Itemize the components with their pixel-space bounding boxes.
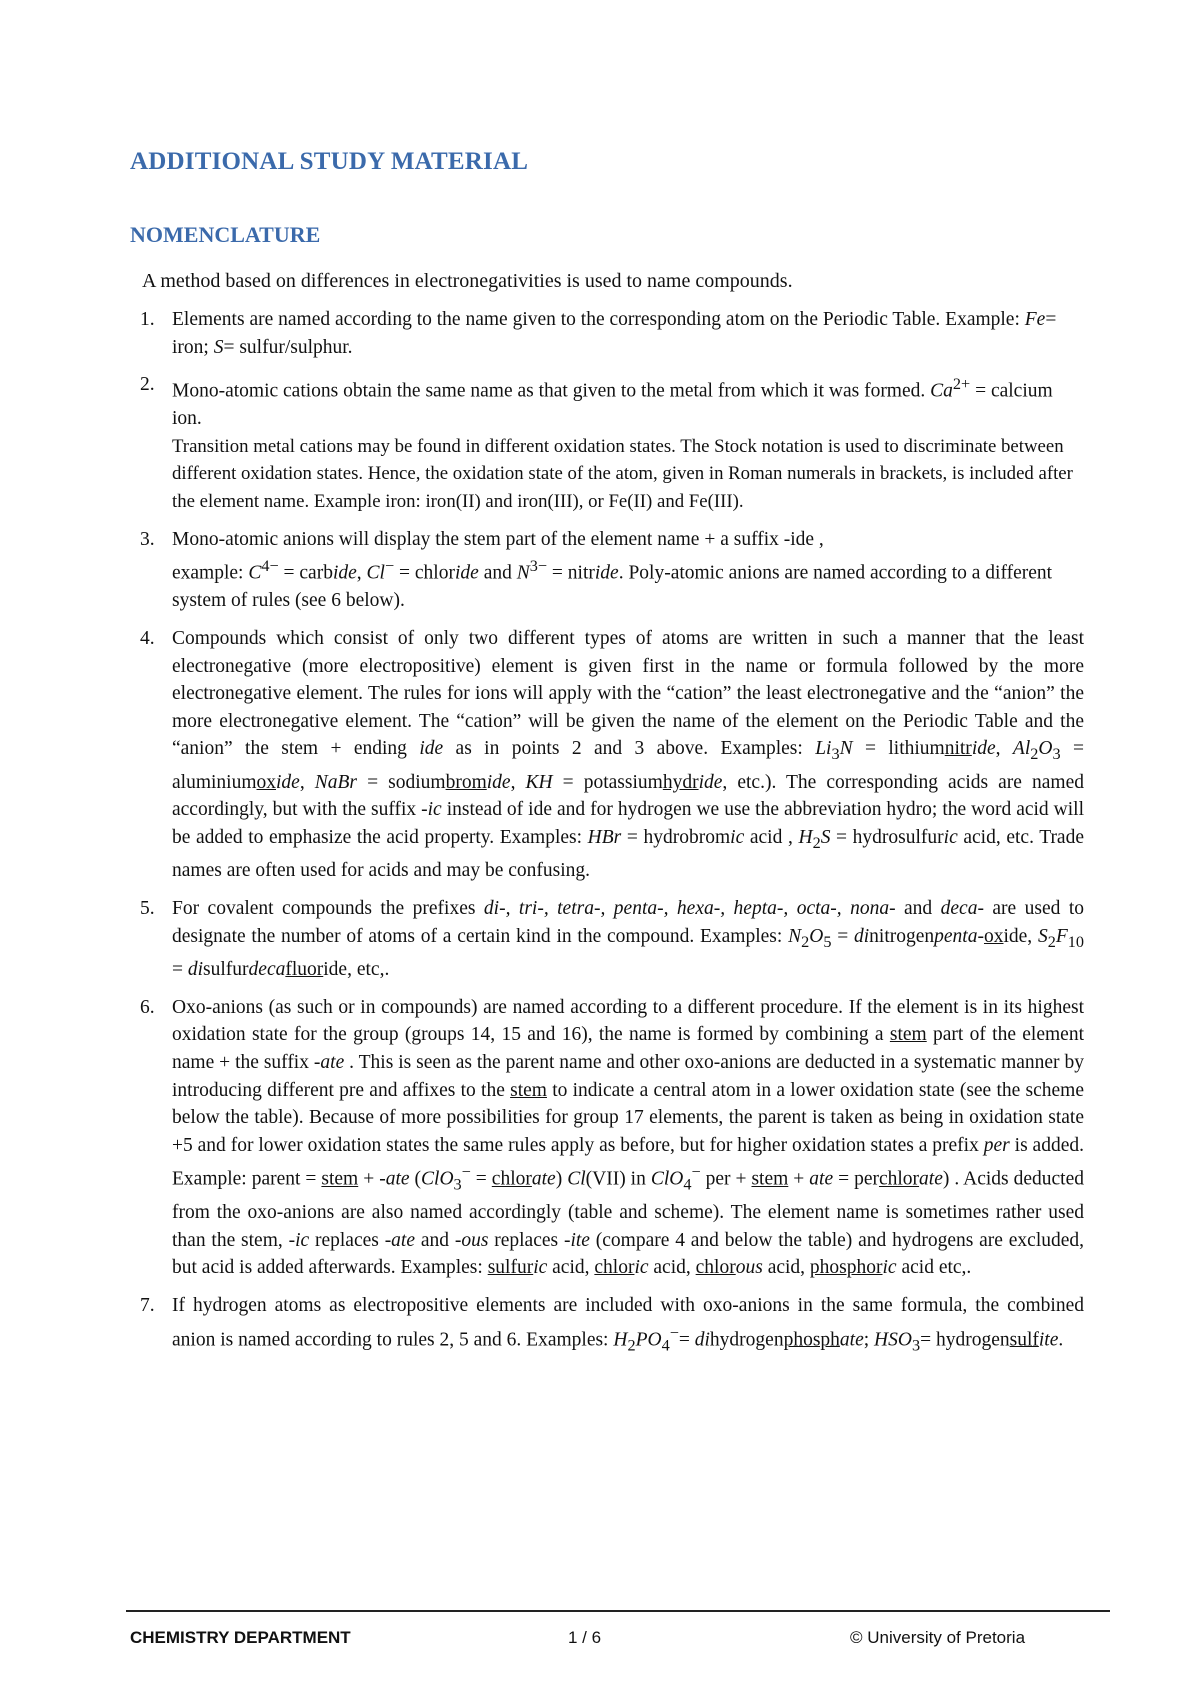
item-text: acid, (648, 1257, 696, 1279)
list-item (130, 526, 1084, 615)
suffix: ide (594, 562, 619, 584)
item-text: = (470, 1168, 492, 1190)
footer-copyright: © University of Pretoria (850, 1628, 1026, 1647)
suffix: ide (419, 738, 444, 760)
list-item (130, 1292, 1084, 1360)
item-text: sulfur (203, 959, 249, 981)
suffix: ide (971, 738, 996, 760)
stem: stem (751, 1168, 789, 1190)
formula: Al (1012, 738, 1031, 760)
item-text: replaces (488, 1229, 564, 1251)
item-text: = nitr (547, 562, 595, 584)
formula-subscript: 2 (1047, 932, 1056, 951)
formula-subscript: 2 (801, 932, 810, 951)
item-text: = hydrogen (920, 1329, 1010, 1351)
item-text: = calcium ion. (172, 380, 1053, 430)
formula: N (788, 925, 802, 947)
stem: stem (510, 1079, 547, 1101)
item-text: hydrogen (709, 1329, 784, 1351)
item-text: . Poly-atomic anions are named according to a different system of rules (see 6 below). (172, 562, 1053, 612)
item-text: = per (833, 1168, 879, 1190)
item-text: (compare 4 and below the table) and hydrogens are excluded, but acid is added afterwards. Examples: (172, 1229, 1085, 1279)
item-text: example: (172, 562, 249, 584)
item-text: acid, (762, 1257, 810, 1279)
stem: phosph (783, 1329, 840, 1351)
list-item (130, 306, 1084, 361)
formula: PO (635, 1329, 662, 1351)
formula-subscript: 2 (627, 1336, 636, 1355)
item-text: = lithium (852, 738, 945, 760)
item-text: Oxo-anions (as such or in compounds) are named according to a different procedure. If the element is in its highest oxidation state for the group (groups 14, 15 and 16), the name is formed by combining a (172, 996, 1084, 1046)
formula: H (613, 1329, 628, 1351)
formula: S (213, 336, 224, 358)
suffix: ate (839, 1329, 864, 1351)
item-text: . This is seen as the parent name and other oxo-anions are deducted in a systematic manner by introducing different pre and affixes to the (172, 1051, 1084, 1101)
suffix: ous (735, 1257, 763, 1279)
formula: HBr (587, 826, 622, 848)
item-text: (VII) in (585, 1168, 651, 1190)
document-title: ADDITIONAL STUDY MATERIAL (130, 148, 529, 175)
item-text: = aluminium (172, 738, 1085, 793)
item-text: Elements are named according to the name given to the corresponding atom on the Periodic Table. Example: (172, 309, 1025, 330)
formula-charge: − (691, 1163, 701, 1182)
item-text: is added. Example: parent = (172, 1134, 1084, 1190)
item-number: 5. (140, 898, 155, 920)
stem: chlor (491, 1168, 532, 1190)
item-text: = chlor (394, 562, 455, 584)
stem: stem (889, 1024, 927, 1046)
formula-subscript: 2 (812, 833, 821, 852)
item-text: Mono-atomic anions will display the stem part of the element name + a suffix -ide , (172, 528, 824, 550)
item-text: , (356, 562, 367, 584)
item-text: + (788, 1168, 810, 1190)
footer-department: CHEMISTRY DEPARTMENT (130, 1628, 351, 1647)
item-number: 6. (140, 996, 155, 1018)
formula: ClO (650, 1168, 684, 1190)
item-text: ide, (1003, 925, 1038, 947)
suffix: -ic (288, 1229, 310, 1251)
prefix: di (694, 1329, 710, 1351)
formula: S (820, 826, 831, 848)
item-text: Transition metal cations may be found in different oxidation states. The Stock notation is used to discriminate between different oxidation states. Hence, the oxidation state of the atom, given in Roman numerals in brackets, is included after the element name. Example iron: iron(II) and iron(III), or Fe(II) and Fe(III). (172, 435, 1073, 513)
suffix: -ate (384, 1229, 416, 1251)
list-item (130, 371, 1084, 515)
formula-subscript: 2 (1030, 745, 1039, 764)
suffix: ide (276, 771, 300, 793)
item-text: = sodium (357, 771, 446, 793)
formula: N (839, 738, 853, 760)
suffix: ide (454, 562, 479, 584)
stem: stem (321, 1168, 359, 1190)
formula: HSO (874, 1329, 912, 1351)
item-text: replaces (309, 1229, 385, 1251)
item-text: Mono-atomic cations obtain the same name as that given to the metal from which it was formed. (172, 380, 931, 402)
intro-paragraph: A method based on differences in electronegativities is used to name compounds. (142, 270, 793, 292)
item-text: = iron; (172, 309, 1057, 358)
stem: chlor (594, 1257, 635, 1279)
item-text: = (678, 1329, 695, 1351)
formula: Fe (1024, 309, 1046, 330)
item-text: - (977, 925, 984, 947)
formula-charge: 2+ (952, 375, 971, 394)
formula-subscript: 3 (911, 1336, 921, 1355)
stem: sulfur (487, 1257, 534, 1279)
footer-page-number: 1 / 6 (568, 1628, 602, 1647)
item-text: = hydrosulfur (830, 826, 944, 848)
formula: O (809, 925, 824, 947)
prefix-list: di-, tri-, tetra-, penta-, hexa-, hepta-, octa-, nona- (483, 898, 896, 920)
formula: C (248, 562, 262, 584)
formula: Ca (930, 380, 953, 402)
formula: Li (815, 738, 832, 760)
stem: chlor (695, 1257, 736, 1279)
rules-list (130, 306, 1084, 1370)
prefix: deca (248, 959, 286, 981)
formula-charge: − (669, 1323, 679, 1342)
suffix: ic (533, 1257, 548, 1279)
item-text: For covalent compounds the prefixes (172, 898, 484, 920)
prefix-list: deca- (940, 898, 984, 920)
prefix: per (983, 1134, 1010, 1156)
formula-subscript: 10 (1067, 932, 1085, 951)
item-text: acid, (547, 1257, 595, 1279)
item-number: 3. (140, 528, 155, 550)
item-number: 1. (140, 309, 155, 330)
suffix: ate (809, 1168, 834, 1190)
suffix: ic (943, 826, 958, 848)
item-text: Compounds which consist of only two different types of atoms are written in such a manner that the least electronegative (more electropositive) element is given first in the name or formula followed by the more electronegative element. The rules for ions will apply with the “cation” the least electronegative and the “anion” the more electronegative element. The “cation” will be given the name of the element on the Periodic Table and the “anion” the stem + ending (172, 627, 1084, 760)
section-heading: NOMENCLATURE (130, 222, 321, 247)
formula: N (516, 562, 530, 584)
list-item (130, 625, 1084, 885)
suffix: ic (882, 1257, 897, 1279)
formula: NaBr (314, 771, 358, 793)
item-text: and (415, 1229, 455, 1251)
item-text: per + (700, 1168, 752, 1190)
list-item (130, 994, 1084, 1282)
suffix: -ate (313, 1051, 345, 1073)
stem: ox (983, 925, 1004, 947)
formula-subscript: 3 (453, 1175, 462, 1194)
item-text: ; (863, 1329, 875, 1351)
item-number: 2. (140, 374, 155, 396)
suffix: ide (332, 562, 357, 584)
item-text: + (358, 1168, 380, 1190)
item-text: = (831, 925, 854, 947)
item-text: , etc.). The corresponding acids are named accordingly, but with the suffix - (172, 771, 1084, 821)
item-text: are used to designate the number of atoms of a certain kind in the compound. Examples: (172, 898, 1085, 947)
item-text: , (510, 771, 526, 793)
item-text: acid , (744, 826, 799, 848)
stem: fluor (285, 959, 324, 981)
formula-subscript: 3 (1052, 745, 1061, 764)
stem: nitr (944, 738, 972, 760)
formula: Cl (366, 562, 385, 584)
suffix: -ate (379, 1168, 410, 1190)
formula: ClO (421, 1168, 454, 1190)
formula-subscript: 4 (661, 1336, 670, 1355)
suffix: ide (486, 771, 511, 793)
stem: ox (256, 771, 276, 793)
item-text: as in points 2 and 3 above. Examples: (443, 738, 816, 760)
item-text: = (172, 959, 188, 981)
prefix: penta (934, 925, 978, 947)
prefix: di (854, 925, 870, 947)
suffix: ide (698, 771, 723, 793)
suffix: ite (1038, 1329, 1059, 1351)
suffix: ic (634, 1257, 649, 1279)
item-text: = carb (278, 562, 333, 584)
item-text: . (1058, 1329, 1064, 1351)
formula-subscript: 3 (831, 745, 840, 764)
item-text: ) . Acids deducted from the oxo-anions are also named accordingly (table and scheme). The element name is sometimes rather used than the stem, (172, 1168, 1084, 1251)
item-text: = sulfur/sulphur. (223, 336, 353, 358)
formula-charge: 3− (529, 557, 548, 576)
formula: O (1038, 738, 1053, 760)
item-number: 4. (140, 627, 155, 649)
item-text: ide, etc,. (323, 959, 390, 981)
item-text: ) (555, 1168, 568, 1190)
item-number: 7. (140, 1295, 155, 1317)
formula: F (1055, 925, 1068, 947)
footer-divider (126, 1610, 1110, 1612)
formula-subscript: 4 (683, 1175, 692, 1194)
list-item (130, 895, 1084, 984)
item-text: = potassium (552, 771, 663, 793)
suffix: -ite (563, 1229, 590, 1251)
suffix: ic (730, 826, 745, 848)
formula: Cl (567, 1168, 586, 1190)
item-text: If hydrogen atoms as electropositive elements are included with oxo-anions in the same formula, the combined anion is named according to rules 2, 5 and 6. Examples: (172, 1295, 1084, 1351)
formula-charge: − (384, 557, 395, 576)
item-text: and (895, 898, 941, 920)
formula-charge: − (461, 1163, 471, 1182)
formula: H (798, 826, 813, 848)
item-text: , (299, 771, 315, 793)
prefix: di (187, 959, 204, 981)
item-text: nitrogen (869, 925, 935, 947)
formula-charge: 4− (261, 557, 279, 576)
item-text: = hydrobrom (621, 826, 731, 848)
formula: KH (525, 771, 553, 793)
item-text: to indicate a central atom in a lower oxidation state (see the scheme below the table). Because of more possibilities for group 17 elements, the parent is taken as being in oxidation state +5 and for lower oxidation states the same rules apply as before, but for higher oxidation states a prefix (172, 1079, 1084, 1156)
item-text: acid, etc. Trade names are often used for acids and may be confusing. (172, 826, 1084, 882)
suffix: ate (531, 1168, 556, 1190)
item-text: part of the element name + the suffix (172, 1024, 1084, 1073)
item-text: , (995, 738, 1013, 760)
item-text: instead of ide and for hydrogen we use the abbreviation hydro; the word acid will be added to emphasize the acid property. Examples: (172, 799, 1085, 848)
suffix: ic (427, 799, 442, 821)
stem: chlor (878, 1168, 920, 1190)
item-text: and (478, 562, 517, 584)
stem: brom (445, 771, 487, 793)
suffix: ate (919, 1168, 943, 1190)
stem: sulf (1009, 1329, 1039, 1351)
stem: phosphor (809, 1257, 883, 1279)
suffix: -ous (454, 1229, 489, 1251)
item-text: acid etc,. (896, 1257, 972, 1279)
stem: hydr (662, 771, 699, 793)
item-text: ( (409, 1168, 422, 1190)
formula: S (1037, 925, 1048, 947)
formula-subscript: 5 (823, 932, 832, 951)
